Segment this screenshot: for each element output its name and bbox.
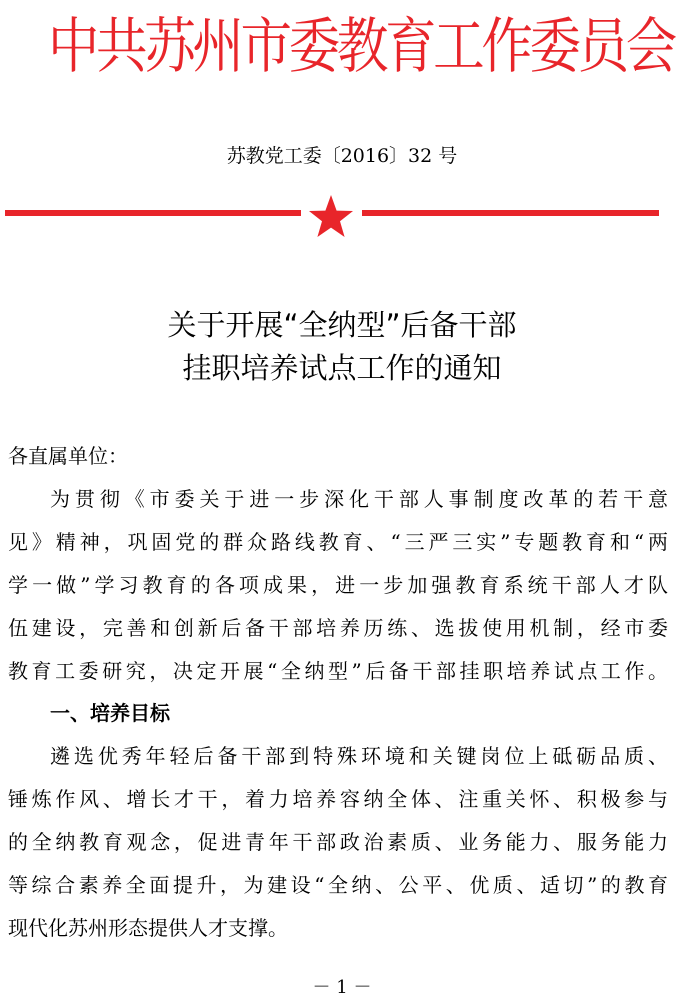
section-1-line: 的全纳教育观念，促进青年干部政治素质、业务能力、服务能力 — [8, 830, 668, 854]
red-star-shape — [309, 195, 353, 237]
section-1-line: 锤炼作风、增长才干，着力培养容纳全体、注重关怀、积极参与 — [8, 787, 668, 811]
section-heading: 一、培养目标 — [50, 701, 170, 725]
red-divider-right — [362, 210, 659, 216]
red-divider-left — [5, 210, 301, 216]
document-number: 苏教党工委〔2016〕32 号 — [226, 145, 458, 167]
paragraph-1-line: 为贯彻《市委关于进一步深化干部人事制度改革的若干意 — [50, 487, 668, 511]
paragraph-1-line: 教育工委研究，决定开展“全纳型”后备干部挂职培养试点工作。 — [8, 659, 668, 683]
red-star-icon — [307, 193, 355, 239]
notice-title-line-1: 关于开展“全纳型”后备干部 — [167, 308, 517, 342]
section-1-line: 现代化苏州形态提供人才支撑。 — [8, 916, 288, 940]
paragraph-1-line: 见》精神，巩固党的群众路线教育、“三严三实”专题教育和“两 — [8, 530, 668, 554]
page-number: － 1 － — [312, 977, 372, 998]
issuer-masthead: 中共苏州市委教育工作委员会 — [47, 12, 674, 82]
notice-title-line-2: 挂职培养试点工作的通知 — [182, 351, 502, 385]
section-1-line: 等综合素养全面提升，为建设“全纳、公平、优质、适切”的教育 — [8, 873, 668, 897]
salutation: 各直属单位： — [8, 444, 128, 468]
section-1-line: 遴选优秀年轻后备干部到特殊环境和关键岗位上砥砺品质、 — [50, 744, 668, 768]
paragraph-1-line: 伍建设，完善和创新后备干部培养历练、选拔使用机制，经市委 — [8, 616, 668, 640]
paragraph-1-line: 学一做”学习教育的各项成果，进一步加强教育系统干部人才队 — [8, 573, 668, 597]
